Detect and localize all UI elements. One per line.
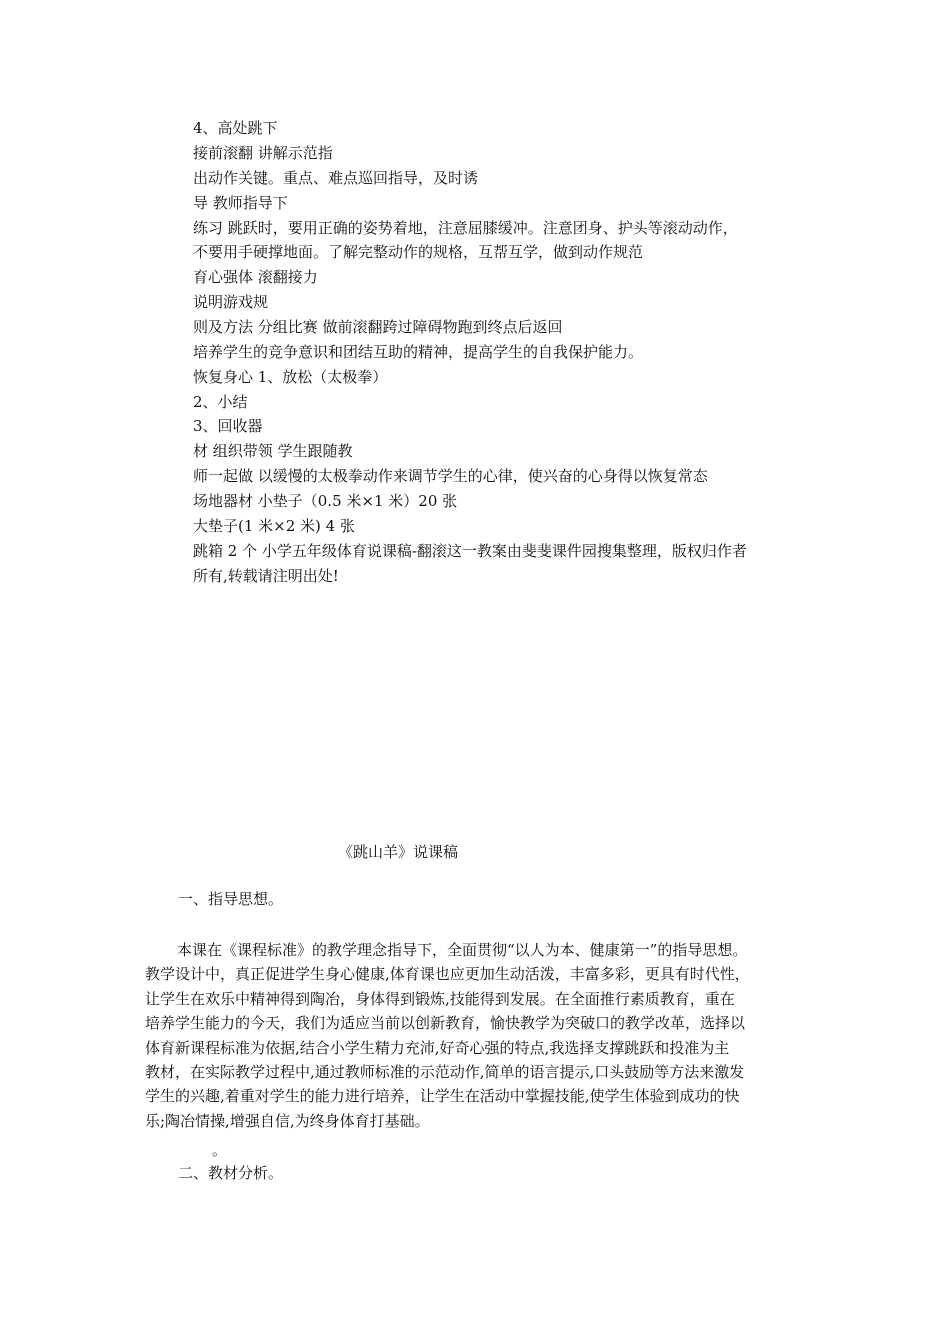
paragraph-line: 学生的兴趣,着重对学生的能力进行培养，让学生在活动中掌握技能,使学生体验到成功的快 (145, 1087, 740, 1106)
text-line: 接前滚翻 讲解示范指 (193, 144, 333, 162)
text-line: 4、高处跳下 (193, 119, 278, 137)
text-line: 育心强体 滚翻接力 (193, 268, 318, 286)
text-line: 出动作关键。重点、难点巡回指导，及时诱 (193, 169, 479, 187)
text-line: 则及方法 分组比赛 做前滚翻跨过障碍物跑到终点后返回 (193, 318, 563, 336)
document-title: 《跳山羊》说课稿 (338, 843, 459, 861)
text-line: 培养学生的竞争意识和团结互助的精神，提高学生的自我保护能力。 (193, 343, 644, 361)
paragraph-line: 乐;陶冶情操,增强自信,为终身体育打基础。 (145, 1111, 430, 1130)
text-line: 说明游戏规 (193, 293, 269, 311)
paragraph-line: 培养学生能力的今天，我们为适应当前以创新教育，愉快教学为突破口的教学改革，选择以 (145, 1014, 746, 1033)
section-heading: 一、指导思想。 (178, 890, 284, 908)
stray-period: 。 (212, 1141, 228, 1159)
text-line: 2、小结 (193, 393, 248, 411)
text-line: 大垫子(1 米×2 米) 4 张 (193, 517, 355, 535)
paragraph-line: 教学设计中，真正促进学生身心健康,体育课也应更加生动活泼，丰富多彩，更具有时代性， (145, 965, 750, 984)
text-line: 3、回收器 (193, 417, 263, 435)
paragraph-line: 体育新课程标准为依据,结合小学生精力充沛,好奇心强的特点,我选择支撑跳跃和投准为主 (145, 1038, 730, 1057)
paragraph-line: 让学生在欢乐中精神得到陶冶，身体得到锻炼,技能得到发展。在全面推行素质教育，重在 (145, 989, 735, 1008)
paragraph-line: 本课在《课程标准》的教学理念指导下，全面贯彻“以人为本、健康第一”的指导思想。 (177, 941, 748, 959)
text-line: 练习 跳跃时，要用正确的姿势着地，注意屈膝缓冲。注意团身、护头等滚动动作， (193, 219, 738, 237)
text-line: 跳箱 2 个 小学五年级体育说课稿-翻滚这一教案由斐斐课件园搜集整理，版权归作者 (193, 542, 747, 560)
guiding-ideology-paragraph (145, 938, 810, 1133)
text-line: 师一起做 以缓慢的太极拳动作来调节学生的心律，使兴奋的心身得以恢复常态 (193, 467, 708, 485)
text-line: 材 组织带领 学生跟随教 (193, 442, 353, 460)
text-line: 场地器材 小垫子（0.5 米×1 米）20 张 (193, 492, 458, 510)
text-line: 恢复身心 1、放松（太极拳） (193, 368, 388, 386)
section-heading: 二、教材分析。 (178, 1164, 284, 1182)
text-line: 不要用手硬撑地面。了解完整动作的规格，互帮互学，做到动作规范 (193, 243, 644, 261)
paragraph-line: 教材，在实际教学过程中,通过教师标准的示范动作,简单的语言提示,口头鼓励等方法来激发 (145, 1063, 745, 1082)
text-line: 所有,转载请注明出处! (193, 567, 339, 585)
text-line: 导 教师指导下 (193, 194, 288, 212)
